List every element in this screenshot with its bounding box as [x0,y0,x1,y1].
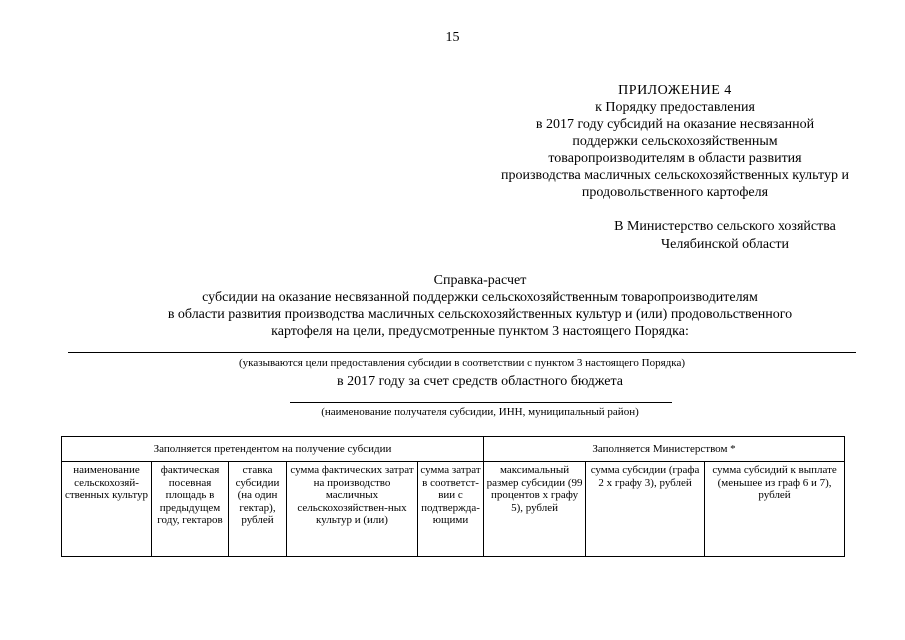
appendix-line: в 2017 году субсидий на оказание несвязанной [535,117,815,132]
column-header: ставка субсидии (на один гектар), рублей [229,462,287,557]
appendix-heading: ПРИЛОЖЕНИЕ 4 [618,83,732,98]
appendix-line: продовольственного картофеля [581,185,769,200]
column-header: сумма субсидий к выплате (меньшее из граф 6 и 7), рублей [705,462,845,557]
addressee-line: Челябинской области [661,237,789,252]
group-ministry-cell: Заполняется Министерством * [484,437,845,462]
goals-fill-line [68,352,856,353]
title-line: в области развития производства масличных сельскохозяйственных культур и (или) продовольственного [167,307,793,322]
column-header: фактическая посевная площадь в предыдущем году, гектаров [152,462,229,557]
calculation-table [61,436,845,557]
table-header-row [62,462,845,557]
recipient-caption: (наименование получателя субсидии, ИНН, муниципальный район) [321,406,639,418]
addressee-block [555,218,895,254]
group-applicant-cell: Заполняется претендентом на получение субсидии [62,437,484,462]
page-number: 15 [445,30,460,45]
appendix-line: поддержки сельскохозяйственным [572,134,778,149]
goals-caption: (указываются цели предоставления субсидии в соответствии с пунктом 3 настоящего Порядка) [239,357,685,369]
column-header: сумма субсидии (графа 2 х графу 3), рублей [586,462,705,557]
column-header: наименование сельскохозяй-ственных культур [62,462,152,557]
document-title [100,272,860,340]
appendix-line: производства масличных сельскохозяйственных культур и [501,168,849,183]
title-line: картофеля на цели, предусмотренные пунктом 3 настоящего Порядка: [271,324,689,339]
column-header: сумма фактических затрат на производство масличных сельскохозяйствен-ных культур и (или) [287,462,418,557]
appendix-line: к Порядку предоставления [595,100,755,115]
addressee-line: В Министерство сельского хозяйства [614,219,836,234]
budget-line: в 2017 году за счет средств областного бюджета [337,374,623,389]
recipient-fill-line [290,402,672,403]
title-line: Справка-расчет [433,273,527,288]
appendix-header [500,82,850,201]
title-line: субсидии на оказание несвязанной поддержки сельскохозяйственным товаропроизводителям [202,290,758,305]
column-header: максимальный размер субсидии (99 процентов х графу 5), рублей [484,462,586,557]
table-group-row [62,437,845,462]
column-header: сумма затрат в соответст-вии с подтвержда-ющими [418,462,484,557]
appendix-line: товаропроизводителям в области развития [548,151,802,166]
